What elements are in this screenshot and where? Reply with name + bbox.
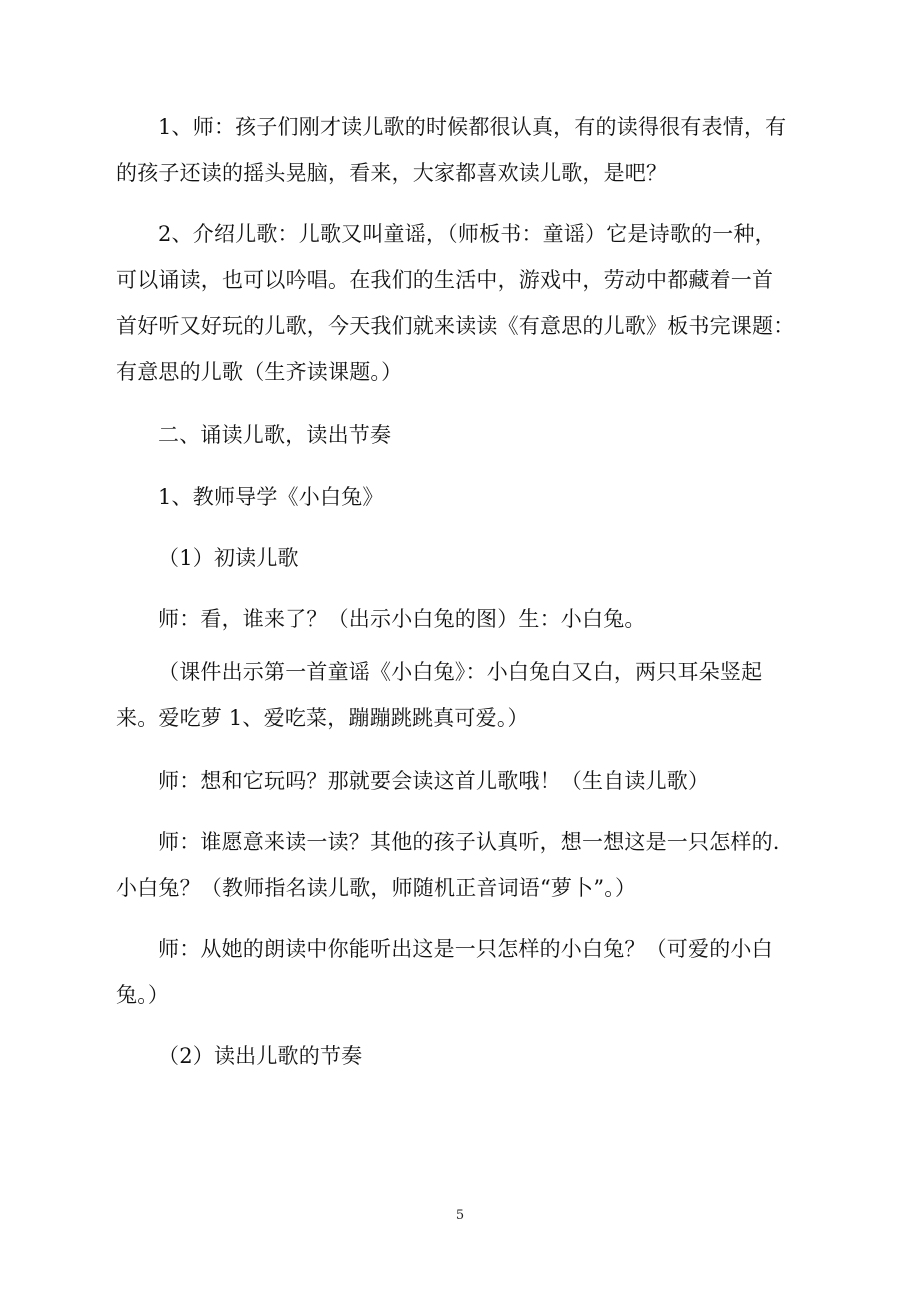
section-heading: 二、诵读儿歌，读出节奏 (158, 423, 392, 447)
page-number: 5 (455, 1208, 465, 1223)
subsection-heading: 1、教师导学《小白兔》 (158, 485, 384, 509)
step-heading: （2）读出儿歌的节奏 (158, 1044, 363, 1068)
paragraph-line: 小白兔？（教师指名读儿歌，师随机正音词语“萝卜”。） (116, 876, 637, 900)
paragraph-line: 2、介绍儿歌：儿歌又叫童谣，（师板书：童谣）它是诗歌的一种， (158, 222, 776, 246)
paragraph-line: 的孩子还读的摇头晃脑，看来，大家都喜欢读儿歌，是吧？ (116, 161, 668, 185)
paragraph-line: 有意思的儿歌（生齐读课题。） (116, 360, 403, 384)
paragraph-line: 师：想和它玩吗？那就要会读这首儿歌哦！（生自读儿歌） (158, 769, 710, 793)
paragraph-line: 兔。） (116, 983, 170, 1007)
paragraph-line: 师：从她的朗读中你能听出这是一只怎样的小白兔？（可爱的小白 (158, 937, 773, 961)
paragraph-line: （课件出示第一首童谣《小白兔》：小白兔白又白，两只耳朵竖起 (158, 660, 763, 684)
paragraph-line: 可以诵读，也可以吟唱。在我们的生活中，游戏中，劳动中都藏着一首 (116, 268, 774, 292)
paragraph-line: 师：看，谁来了？（出示小白兔的图）生：小白兔。 (158, 607, 646, 631)
paragraph-line: 来。爱吃萝 1、爱吃菜，蹦蹦跳跳真可爱。） (116, 706, 529, 730)
paragraph-line: 1、师：孩子们刚才读儿歌的时候都很认真，有的读得很有表情，有 (158, 115, 787, 139)
step-heading: （1）初读儿歌 (158, 546, 299, 570)
paragraph-line: 师：谁愿意来读一读？其他的孩子认真听，想一想这是一只怎样的. (158, 830, 780, 854)
paragraph-line: 首好听又好玩的儿歌，今天我们就来读读《有意思的儿歌》板书完课题： (116, 314, 795, 338)
